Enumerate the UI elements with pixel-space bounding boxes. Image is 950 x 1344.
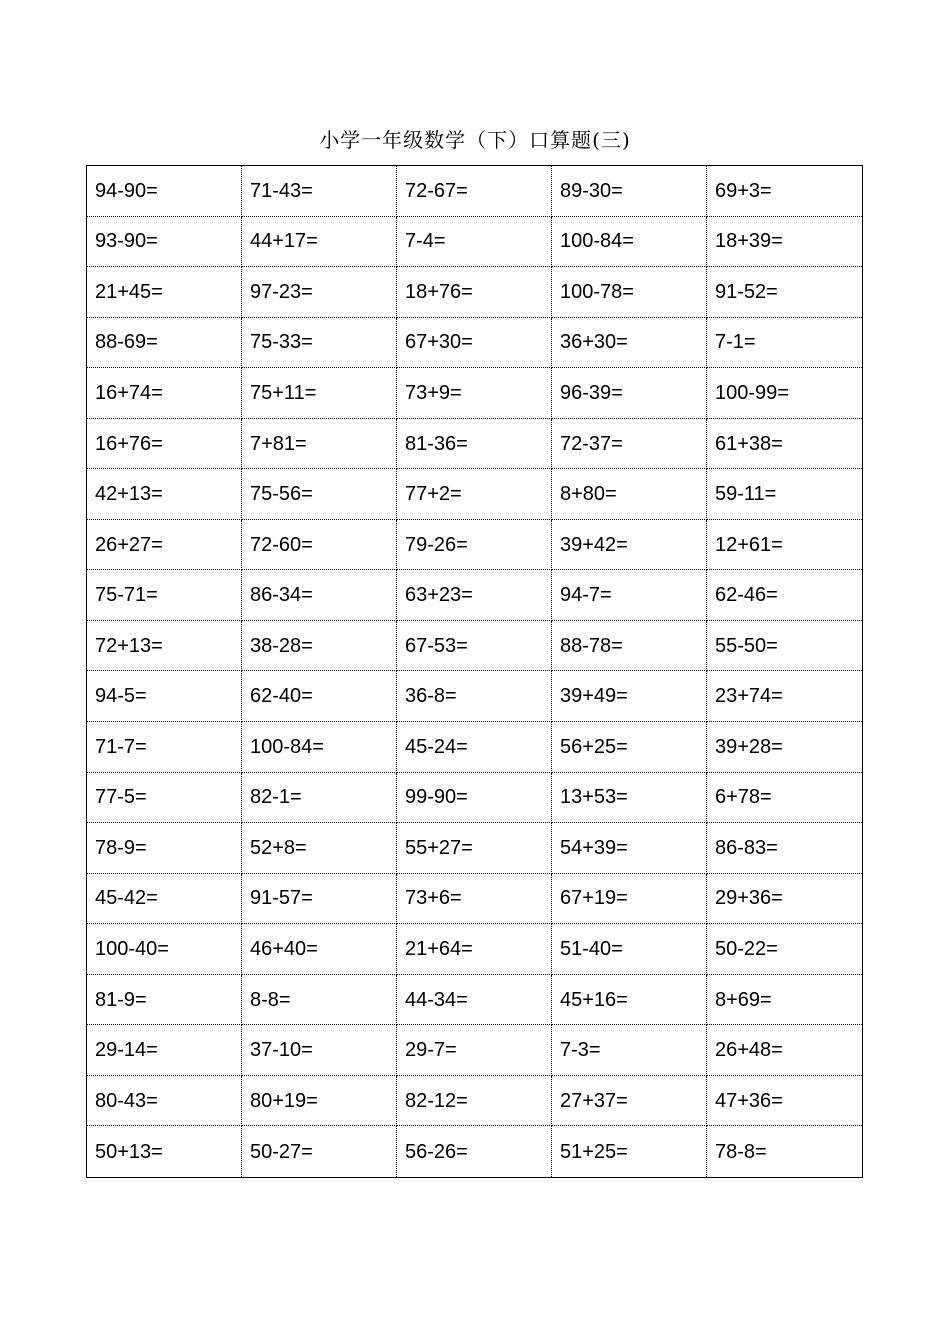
problem-cell: 80-43= — [87, 1076, 242, 1127]
problem-cell: 100-84= — [552, 217, 707, 268]
problem-cell: 96-39= — [552, 368, 707, 419]
problem-cell: 7-4= — [397, 217, 552, 268]
problem-cell: 80+19= — [242, 1076, 397, 1127]
problem-cell: 82-12= — [397, 1076, 552, 1127]
problem-cell: 75-56= — [242, 469, 397, 520]
problem-cell: 50+13= — [87, 1126, 242, 1177]
problem-cell: 51-40= — [552, 924, 707, 975]
problem-cell: 45+16= — [552, 975, 707, 1026]
problem-cell: 42+13= — [87, 469, 242, 520]
problem-cell: 100-99= — [707, 368, 862, 419]
problem-cell: 51+25= — [552, 1126, 707, 1177]
problem-cell: 59-11= — [707, 469, 862, 520]
problem-cell: 13+53= — [552, 773, 707, 824]
problem-cell: 29-7= — [397, 1025, 552, 1076]
problem-cell: 88-69= — [87, 318, 242, 369]
problem-cell: 91-52= — [707, 267, 862, 318]
problem-cell: 72+13= — [87, 621, 242, 672]
problem-cell: 82-1= — [242, 773, 397, 824]
page-title: 小学一年级数学（下）口算题(三) — [319, 128, 631, 152]
problem-cell: 62-46= — [707, 570, 862, 621]
problem-cell: 67-53= — [397, 621, 552, 672]
problem-cell: 89-30= — [552, 166, 707, 217]
problem-cell: 78-9= — [87, 823, 242, 874]
problem-cell: 38-28= — [242, 621, 397, 672]
problem-cell: 7-1= — [707, 318, 862, 369]
problem-cell: 18+76= — [397, 267, 552, 318]
problem-cell: 29-14= — [87, 1025, 242, 1076]
problem-cell: 73+6= — [397, 874, 552, 925]
problem-cell: 47+36= — [707, 1076, 862, 1127]
problem-cell: 72-60= — [242, 520, 397, 571]
problem-cell: 23+74= — [707, 671, 862, 722]
problem-cell: 79-26= — [397, 520, 552, 571]
problem-cell: 88-78= — [552, 621, 707, 672]
problem-cell: 18+39= — [707, 217, 862, 268]
problem-cell: 21+45= — [87, 267, 242, 318]
problem-cell: 75-33= — [242, 318, 397, 369]
problem-cell: 36+30= — [552, 318, 707, 369]
problem-cell: 26+27= — [87, 520, 242, 571]
problem-cell: 36-8= — [397, 671, 552, 722]
problem-cell: 39+49= — [552, 671, 707, 722]
problem-cell: 67+30= — [397, 318, 552, 369]
problem-cell: 7-3= — [552, 1025, 707, 1076]
problem-cell: 27+37= — [552, 1076, 707, 1127]
problem-cell: 86-83= — [707, 823, 862, 874]
problem-cell: 94-7= — [552, 570, 707, 621]
problem-cell: 100-40= — [87, 924, 242, 975]
problem-cell: 93-90= — [87, 217, 242, 268]
problem-cell: 7+81= — [242, 419, 397, 470]
problem-cell: 8+69= — [707, 975, 862, 1026]
problem-cell: 29+36= — [707, 874, 862, 925]
problem-cell: 75+11= — [242, 368, 397, 419]
problem-cell: 56+25= — [552, 722, 707, 773]
problem-cell: 94-5= — [87, 671, 242, 722]
problem-cell: 99-90= — [397, 773, 552, 824]
problem-cell: 81-36= — [397, 419, 552, 470]
problem-cell: 73+9= — [397, 368, 552, 419]
problem-cell: 45-42= — [87, 874, 242, 925]
problem-cell: 8+80= — [552, 469, 707, 520]
problem-cell: 62-40= — [242, 671, 397, 722]
problem-cell: 72-67= — [397, 166, 552, 217]
problem-cell: 8-8= — [242, 975, 397, 1026]
problem-cell: 71-7= — [87, 722, 242, 773]
problem-cell: 50-22= — [707, 924, 862, 975]
problem-cell: 39+42= — [552, 520, 707, 571]
problem-cell: 100-78= — [552, 267, 707, 318]
problem-cell: 72-37= — [552, 419, 707, 470]
problem-cell: 63+23= — [397, 570, 552, 621]
problem-cell: 54+39= — [552, 823, 707, 874]
problem-cell: 39+28= — [707, 722, 862, 773]
problem-cell: 100-84= — [242, 722, 397, 773]
problem-cell: 81-9= — [87, 975, 242, 1026]
problem-cell: 97-23= — [242, 267, 397, 318]
problem-cell: 21+64= — [397, 924, 552, 975]
problem-cell: 55+27= — [397, 823, 552, 874]
problem-cell: 77+2= — [397, 469, 552, 520]
problem-cell: 44+17= — [242, 217, 397, 268]
problem-cell: 55-50= — [707, 621, 862, 672]
problem-cell: 44-34= — [397, 975, 552, 1026]
problem-cell: 26+48= — [707, 1025, 862, 1076]
arithmetic-table — [86, 165, 863, 1178]
problem-cell: 75-71= — [87, 570, 242, 621]
problem-cell: 56-26= — [397, 1126, 552, 1177]
problem-cell: 61+38= — [707, 419, 862, 470]
problem-cell: 52+8= — [242, 823, 397, 874]
problem-cell: 71-43= — [242, 166, 397, 217]
problem-cell: 46+40= — [242, 924, 397, 975]
problem-cell: 78-8= — [715, 1140, 767, 1163]
problem-cell: 69+3= — [707, 166, 862, 217]
problem-cell: 6+78= — [707, 773, 862, 824]
problem-cell: 86-34= — [242, 570, 397, 621]
problem-cell: 91-57= — [242, 874, 397, 925]
problem-cell: 16+74= — [87, 368, 242, 419]
problem-cell: 45-24= — [397, 722, 552, 773]
problem-cell: 37-10= — [242, 1025, 397, 1076]
problem-cell: 50-27= — [242, 1126, 397, 1177]
problem-cell: 12+61= — [707, 520, 862, 571]
problem-cell: 94-90= — [87, 166, 242, 217]
problem-cell: 67+19= — [552, 874, 707, 925]
problem-cell: 16+76= — [87, 419, 242, 470]
problem-cell: 77-5= — [87, 773, 242, 824]
